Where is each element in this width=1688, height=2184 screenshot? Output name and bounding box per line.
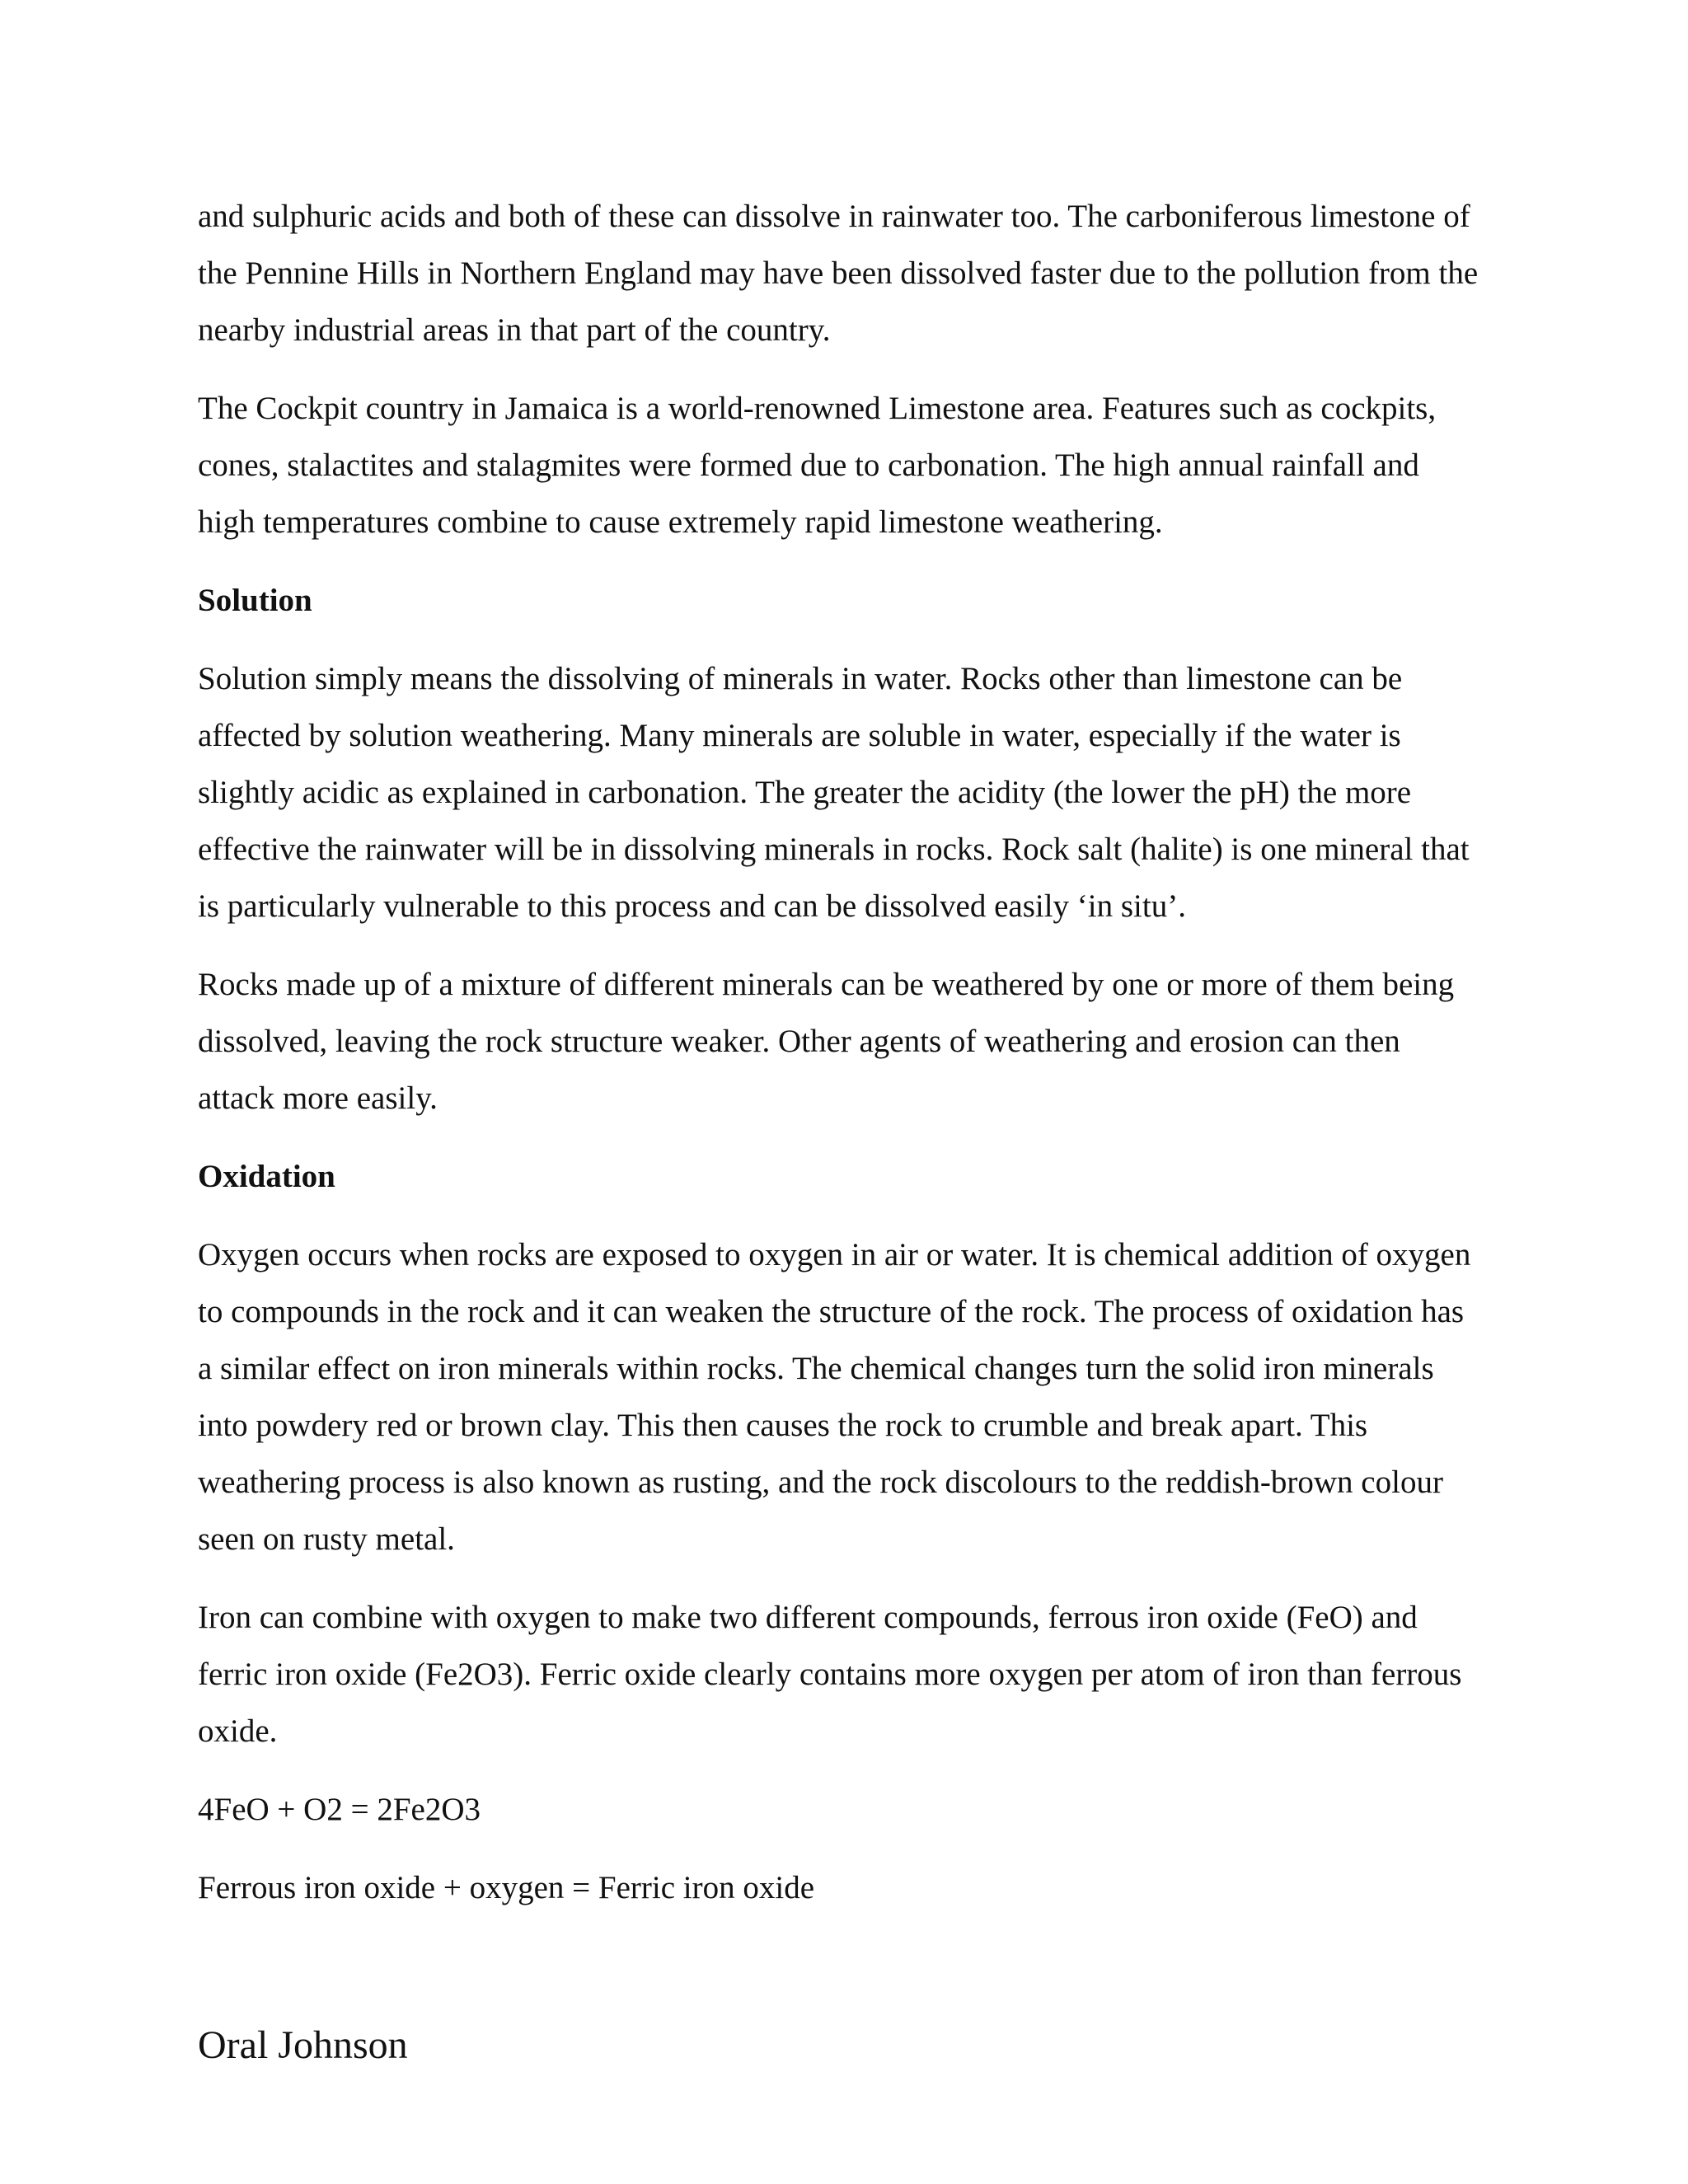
paragraph-solution-definition: Solution simply means the dissolving of minerals in water. Rocks other than limestone can be affected by solution weathering. Many minerals are soluble in water, especially if the water is slightly acidic as explained in carbonation. The greater the acidity (the lower the pH) the more effective the rainwater will be in dissolving minerals in rocks. Rock salt (halite) is one mineral that is particularly vulnerable to this process and can be dissolved easily ‘in situ’. — [198, 661, 1470, 924]
chemical-equation: 4FeO + O2 = 2Fe2O3 — [198, 1792, 481, 1827]
word-equation: Ferrous iron oxide + oxygen = Ferric iron oxide — [198, 1870, 815, 1905]
paragraph-solution-mixture: Rocks made up of a mixture of different minerals can be weathered by one or more of them being dissolved, leaving the rock structure weaker. Other agents of weathering and erosion can then attack more easily. — [198, 967, 1455, 1116]
paragraph-iron-compounds: Iron can combine with oxygen to make two different compounds, ferrous iron oxide (FeO) and ferric iron oxide (Fe2O3). Ferric oxide clearly contains more oxygen per atom of iron than ferrous oxide. — [198, 1600, 1462, 1749]
paragraph-oxidation-definition: Oxygen occurs when rocks are exposed to oxygen in air or water. It is chemical addition of oxygen to compounds in the rock and it can weaken the structure of the rock. The process of oxidation has a similar effect on iron minerals within rocks. The chemical changes turn the solid iron minerals into powdery red or brown clay. This then causes the rock to crumble and break apart. This weathering process is also known as rusting, and the rock discolours to the reddish-brown colour seen on rusty metal. — [198, 1237, 1471, 1557]
document-body — [198, 188, 1484, 1938]
paragraph-acid-pollution: and sulphuric acids and both of these can dissolve in rainwater too. The carboniferous limestone of the Pennine Hills in Northern England may have been dissolved faster due to the pollution from the nearby industrial areas in that part of the country. — [198, 199, 1479, 348]
heading-solution: Solution — [198, 583, 312, 618]
heading-oxidation: Oxidation — [198, 1159, 335, 1194]
author-name: Oral Johnson — [198, 2023, 408, 2067]
paragraph-cockpit-country: The Cockpit country in Jamaica is a world-renowned Limestone area. Features such as cockpits, cones, stalactites and stalagmites were formed due to carbonation. The high annual rainfall and high temperatures combine to cause extremely rapid limestone weathering. — [198, 391, 1437, 540]
